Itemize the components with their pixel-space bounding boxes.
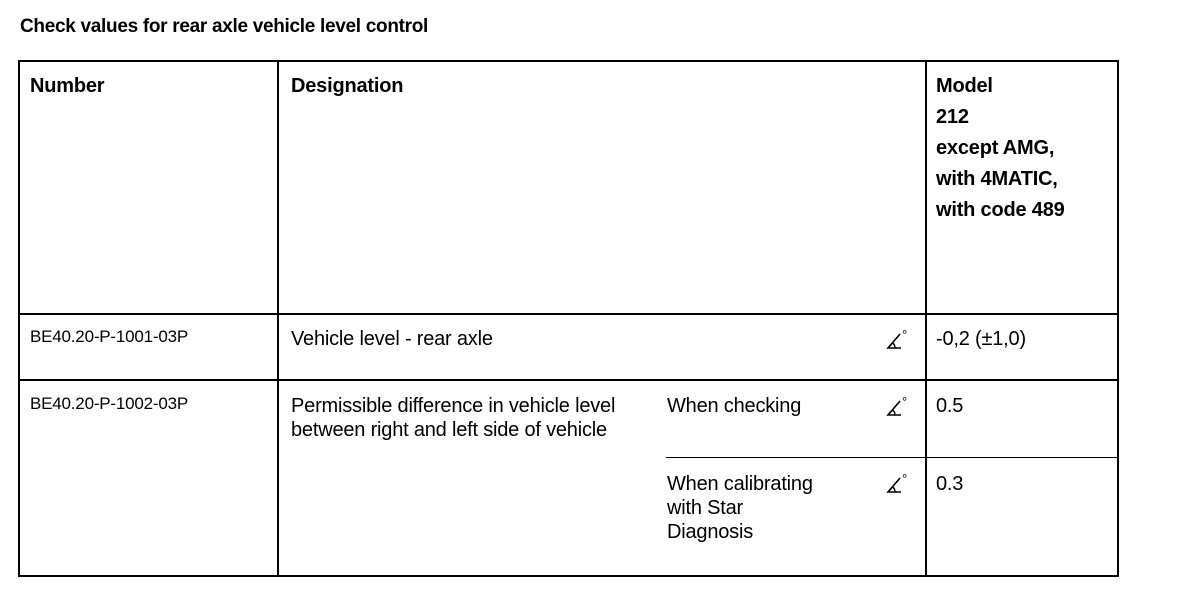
column-divider-model xyxy=(925,60,927,577)
table-border-left xyxy=(18,60,20,577)
row1-value: -0,2 (±1,0) xyxy=(936,328,1026,350)
row-divider-header xyxy=(18,313,1119,315)
header-model-line: Model xyxy=(936,75,993,97)
row2-number: BE40.20-P-1002-03P xyxy=(30,394,189,413)
header-model-line: with code 489 xyxy=(936,199,1065,221)
angle-degree-icon xyxy=(886,327,910,352)
table-border-top xyxy=(18,60,1119,62)
degree-symbol: ° xyxy=(902,394,908,409)
degree-symbol: ° xyxy=(902,471,908,486)
condition-label-line: When calibrating xyxy=(667,473,813,495)
condition-label-line: When checking xyxy=(667,395,802,417)
header-number: Number xyxy=(30,75,105,97)
column-divider-number xyxy=(277,60,279,577)
header-model xyxy=(936,71,1065,226)
page-title: Check values for rear axle vehicle level control xyxy=(20,16,429,37)
angle-degree-icon xyxy=(886,471,910,496)
angle-degree-icon xyxy=(886,394,910,419)
row-divider-row1 xyxy=(18,379,1119,381)
header-designation: Designation xyxy=(291,75,404,97)
row2-designation-line: between right and left side of vehicle xyxy=(291,419,607,441)
row1-number: BE40.20-P-1001-03P xyxy=(30,327,189,346)
header-model-line: with 4MATIC, xyxy=(936,168,1058,190)
condition-label-line: with Star xyxy=(667,497,744,519)
row2-condition-checking xyxy=(667,394,801,418)
row2-condition-calibrating xyxy=(667,472,813,544)
condition-label-line: Diagnosis xyxy=(667,521,754,543)
row2-value-calibrating: 0.3 xyxy=(936,473,964,495)
row-divider-conditions xyxy=(666,457,1119,458)
header-model-line: 212 xyxy=(936,106,969,128)
table-border-bottom xyxy=(18,575,1119,577)
row1-designation: Vehicle level - rear axle xyxy=(291,328,493,350)
row2-designation-line: Permissible difference in vehicle level xyxy=(291,395,616,417)
check-values-table xyxy=(18,60,1119,577)
row2-designation xyxy=(291,394,615,442)
table-border-right xyxy=(1117,60,1119,577)
row2-value-checking: 0.5 xyxy=(936,395,964,417)
header-model-line: except AMG, xyxy=(936,137,1055,159)
degree-symbol: ° xyxy=(902,327,908,342)
